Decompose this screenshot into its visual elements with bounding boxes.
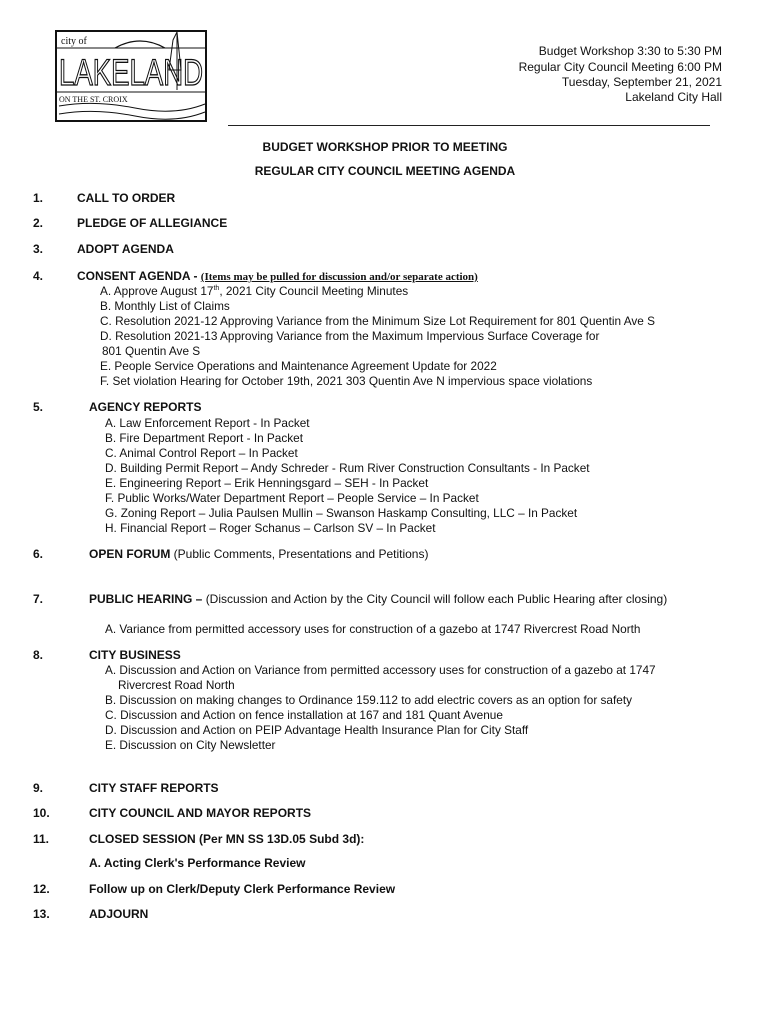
item-closed-session: CLOSED SESSION (Per MN SS 13D.05 Subd 3d): [89,832,365,846]
logo-name: LAKELAND [59,52,203,93]
header-line-meeting: Regular City Council Meeting 6:00 PM [518,60,722,74]
item-call-to-order: CALL TO ORDER [77,191,176,205]
agency-report-b: B. Fire Department Report - In Packet [105,431,304,445]
item-consent-agenda [77,269,478,283]
item-number: 13. [33,907,50,921]
consent-agenda-note: (Items may be pulled for discussion and/or separate action) [200,271,478,283]
item-number: 6. [33,547,44,561]
item-number: 2. [33,216,44,230]
consent-agenda-title: CONSENT AGENDA - [77,269,201,283]
open-forum-title: OPEN FORUM [89,547,171,561]
item-city-staff-reports: CITY STAFF REPORTS [89,781,219,795]
consent-item-d-cont: 801 Quentin Ave S [102,344,201,358]
public-hearing-note: (Discussion and Action by the City Council will follow each Public Hearing after closing) [205,592,668,606]
header-line-location: Lakeland City Hall [625,90,722,104]
consent-item-a-text: A. Approve August 17 [100,284,214,298]
logo-top-text: city of [61,36,87,47]
consent-item-a-text-end: , 2021 City Council Meeting Minutes [219,284,409,298]
city-business-a-cont: Rivercrest Road North [118,678,235,692]
item-number: 4. [33,269,44,283]
header-line-date: Tuesday, September 21, 2021 [561,75,722,89]
consent-item-f: F. Set violation Hearing for October 19th, 2021 303 Quentin Ave N impervious space violations [100,374,593,388]
agency-report-h: H. Financial Report – Roger Schanus – Carlson SV – In Packet [105,521,436,535]
consent-item-e: E. People Service Operations and Maintenance Agreement Update for 2022 [100,359,497,373]
item-adjourn: ADJOURN [89,907,149,921]
item-number: 10. [33,806,50,820]
item-adopt-agenda: ADOPT AGENDA [77,242,174,256]
city-business-d: D. Discussion and Action on PEIP Advantage Health Insurance Plan for City Staff [105,723,529,737]
item-city-business: CITY BUSINESS [89,648,181,662]
item-number: 12. [33,882,50,896]
consent-item-a [100,284,408,298]
public-hearing-title: PUBLIC HEARING – [89,592,206,606]
closed-session-item-a: A. Acting Clerk's Performance Review [89,856,306,870]
lakeland-logo-graphic [55,30,207,122]
consent-item-c: C. Resolution 2021-12 Approving Variance from the Minimum Size Lot Requirement for 801 Quentin Ave S [100,314,655,328]
logo-bottom-text: ON THE ST. CROIX [59,95,128,104]
city-business-a: A. Discussion and Action on Variance from permitted accessory uses for construction of a gazebo at 1747 [105,663,656,677]
agency-report-d: D. Building Permit Report – Andy Schreder - Rum River Construction Consultants - In Packet [105,461,590,475]
item-number: 3. [33,242,44,256]
header-divider [228,125,710,126]
item-number: 9. [33,781,44,795]
agency-report-g: G. Zoning Report – Julia Paulsen Mullin – Swanson Haskamp Consulting, LLC – In Packet [105,506,578,520]
item-number: 7. [33,592,44,606]
item-clerk-review-followup: Follow up on Clerk/Deputy Clerk Performance Review [89,882,396,896]
city-business-e: E. Discussion on City Newsletter [105,738,276,752]
consent-item-a-sup: th [213,285,220,293]
consent-item-b: B. Monthly List of Claims [100,299,230,313]
item-agency-reports: AGENCY REPORTS [89,400,202,414]
item-open-forum [89,547,428,561]
item-number: 5. [33,400,44,414]
public-hearing-item-a: A. Variance from permitted accessory uses for construction of a gazebo at 1747 Rivercrest Road North [105,622,641,636]
item-number: 1. [33,191,44,205]
consent-item-d: D. Resolution 2021-13 Approving Variance from the Maximum Impervious Surface Coverage for [100,329,600,343]
open-forum-note: (Public Comments, Presentations and Petitions) [170,547,429,561]
title-agenda: REGULAR CITY COUNCIL MEETING AGENDA [254,164,516,178]
title-budget-workshop: BUDGET WORKSHOP PRIOR TO MEETING [262,140,508,154]
city-business-b: B. Discussion on making changes to Ordinance 159.112 to add electric covers as an option for safety [105,693,633,707]
city-logo [55,30,207,122]
item-number: 8. [33,648,44,662]
header-line-workshop: Budget Workshop 3:30 to 5:30 PM [538,44,722,58]
item-pledge: PLEDGE OF ALLEGIANCE [77,216,228,230]
agency-report-a: A. Law Enforcement Report - In Packet [105,416,310,430]
agency-report-c: C. Animal Control Report – In Packet [105,446,298,460]
city-business-c: C. Discussion and Action on fence installation at 167 and 181 Quant Avenue [105,708,503,722]
agency-report-e: E. Engineering Report – Erik Henningsgard – SEH - In Packet [105,476,429,490]
agency-report-f: F. Public Works/Water Department Report – People Service – In Packet [105,491,479,505]
item-number: 11. [33,832,50,846]
item-public-hearing [89,592,667,606]
item-council-mayor-reports: CITY COUNCIL AND MAYOR REPORTS [89,806,312,820]
